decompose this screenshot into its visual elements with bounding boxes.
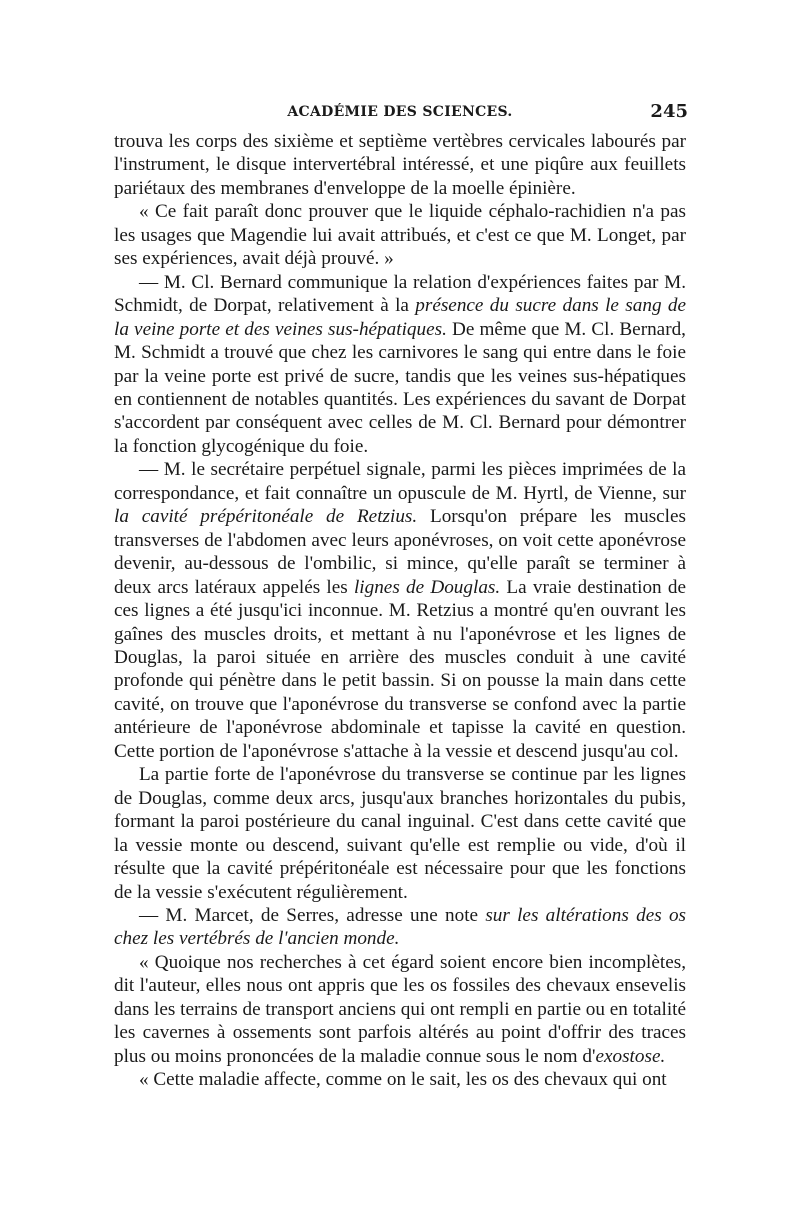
text-run: — M. Marcet, de Serres, adresse une note bbox=[138, 904, 486, 926]
body-text bbox=[114, 130, 686, 1092]
text-run: De même que M. Cl. Bernard, M. Schmidt a trouvé que chez les carnivores le sang qui entre dans le foie par la veine porte est privé de sucre, tandis que les veines sus-hépatiques en contiennent de notables quantités. Les expériences du savant de Dorpat s'accordent par conséquent avec celles de M. Cl. Bernard pour démontrer la fonction glycogénique du foie. bbox=[114, 318, 686, 457]
paragraph bbox=[114, 200, 686, 270]
text-run: La partie forte de l'aponévrose du transverse se continue par les lignes de Douglas, comme deux arcs, jusqu'aux branches horizontales du pubis, formant la paroi postérieure du canal inguinal. C'est dans cette cavité que la vessie monte ou descend, suivant qu'elle est remplie ou vide, d'où il résulte que la cavité prépéritonéale est nécessaire pour que les fonctions de la vessie s'exécutent régulièrement. bbox=[114, 764, 686, 903]
paragraph bbox=[114, 271, 686, 459]
paragraph bbox=[114, 904, 686, 951]
text-run: « Quoique nos recherches à cet égard soient encore bien incomplètes, dit l'auteur, elles nous ont appris que les os fossiles des chevaux ensevelis dans les terrains de transport anciens qui ont rempli en partie ou en totalité les cavernes à ossements sont parfois altérés au point d'offrir des traces plus ou moins prononcées de la maladie connue sous le nom d' bbox=[114, 951, 686, 1067]
text-run: trouva les corps des sixième et septième vertèbres cervicales labourés par l'instrument, le disque intervertébral intéressé, et une piqûre aux feuillets pariétaux des membranes d'enveloppe de la moelle épinière. bbox=[114, 131, 686, 199]
paragraph bbox=[114, 1068, 686, 1091]
italic-text-run: la cavité prépéritonéale de Retzius. bbox=[114, 506, 418, 528]
text-run: — M. le secrétaire perpétuel signale, parmi les pièces imprimées de la correspondance, et fait connaître un opuscule de M. Hyrtl, de Vienne, sur bbox=[114, 459, 686, 504]
italic-text-run: sur les altérations des os chez les vertébrés de l'ancien monde. bbox=[114, 904, 686, 950]
italic-text-run: exostose. bbox=[595, 1045, 666, 1067]
running-title: ACADÉMIE DES SCIENCES. bbox=[287, 104, 513, 120]
text-run: « Ce fait paraît donc prouver que le liquide céphalo-rachidien n'a pas les usages que Magendie lui avait attribués, et c'est ce que M. Longet, par ses expériences, avait déjà prouvé. » bbox=[114, 201, 686, 270]
italic-text-run: lignes de Douglas. bbox=[353, 576, 501, 598]
text-run: — M. Cl. Bernard communique la relation d'expériences faites par M. Schmidt, de Dorpat, relativement à la bbox=[114, 271, 686, 317]
paragraph bbox=[114, 763, 686, 904]
paragraph bbox=[114, 458, 686, 763]
paragraph bbox=[114, 130, 686, 200]
text-run: La vraie destination de ces lignes a été jusqu'ici inconnue. M. Retzius a montré qu'en ouvrant les gaînes des muscles droits, et mettant à nu l'aponévrose et les lignes de Douglas, la paroi située en arrière des muscles conduit à une cavité profonde qui pénètre dans le petit bassin. Si on pousse la main dans cette cavité, on trouve que l'aponévrose du transverse se confond avec la partie antérieure de l'aponévrose abdominale et tapisse la cavité en question. Cette portion de l'aponévrose s'attache à la vessie et descend jusqu'au col. bbox=[114, 576, 686, 762]
paragraph bbox=[114, 951, 686, 1068]
text-run: « Cette maladie affecte, comme on le sait, les os des chevaux qui ont bbox=[138, 1069, 667, 1091]
text-run: Lorsqu'on prépare les muscles transverses de l'abdomen avec leurs aponévroses, on voit cette aponévrose devenir, au-dessous de l'ombilic, si mince, qu'elle paraît se terminer à deux arcs latéraux appelés les bbox=[114, 506, 686, 598]
italic-text-run: présence du sucre dans le sang de la veine porte et des veines sus-hépatiques. bbox=[114, 295, 686, 340]
page-number: 245 bbox=[650, 101, 688, 122]
page-header bbox=[112, 100, 688, 130]
